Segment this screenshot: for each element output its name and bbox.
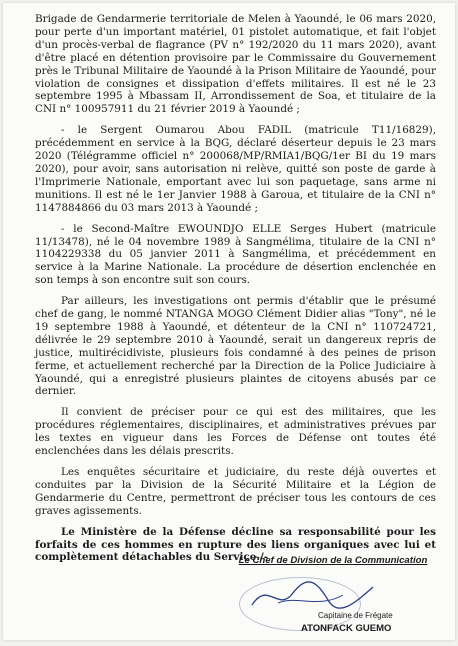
paragraph-procedures: Il convient de préciser pour ce qui est des militaires, que les procédures réglementaires, disciplinaires, et administratives prévues par les textes en vigueur dans les Forces de Défense ont toutes été enclenchées dans les délais prescrits. (35, 406, 436, 458)
signature-block (228, 555, 438, 566)
document-page (3, 3, 455, 640)
signature-title: Le Chef de Division de la Communication (238, 555, 428, 566)
paragraph-investigations: Par ailleurs, les investigations ont permis d'établir que le présumé chef de gang, le nommé NTANGA MOGO Clément Didier alias "Tony", né le 19 septembre 1988 à Yaoundé, et détenteur de la CNI n° 110724721, délivrée le 29 septembre 2010 à Yaoundé, serait un dangereux repris de justice, multirécidiviste, plusieurs fois condamné à des peines de prison ferme, et actuellement recherché par la Direction de la Police Judiciaire à Yaoundé, qui a enregistré plusieurs plaintes de citoyens abusés par ce dernier. (35, 295, 436, 398)
paragraph-intro: Brigade de Gendarmerie territoriale de Melen à Yaoundé, le 06 mars 2020, pour perte d'un important matériel, 01 pistolet automatique, et fait l'objet d'un procès-verbal de flagrance (PV n° 192/2020 du 11 mars 2020), avant d'être placé en détention provisoire par le Commissaire du Gouvernement près le Tribunal Militaire de Yaoundé à la Prison Militaire de Yaoundé, pour violation de consignes et dissipation d'effets militaires. Il est né le 23 septembre 1995 à Mbassam II, Arrondissement de Soa, et titulaire de la CNI n° 100957911 du 21 février 2019 à Yaoundé ; (35, 13, 436, 116)
paragraph-fadil: - le Sergent Oumarou Abou FADIL (matricule T11/16829), précédemment en service à la BQG, déclaré déserteur depuis le 23 mars 2020 (Télégramme officiel n° 200068/MP/RMIA1/BQG/1er BI du 19 mars 2020), pour avoir, sans autorisation ni relève, quitté son poste de garde à l'Imprimerie Nationale, emportant avec lui son paquetage, sans arme ni munitions. Il est né le 1er Janvier 1988 à Garoua, et titulaire de la CNI n° 1147884866 du 03 mars 2013 à Yaoundé ; (35, 124, 436, 214)
paragraph-ministere: Le Ministère de la Défense décline sa responsabilité pour les forfaits de ces hommes en rupture des liens organiques avec lui et complètement détachables du Service./- (35, 525, 436, 564)
signature-name: ATONFACK GUEMO (301, 623, 392, 634)
handwritten-signature (248, 575, 378, 615)
paragraph-enquetes: Les enquêtes sécuritaire et judiciaire, du reste déjà ouvertes et conduites par la Division de la Sécurité Militaire et la Légion de Gendarmerie du Centre, permettront de préciser tous les contours de ces graves agissements. (35, 466, 436, 517)
paragraph-ewoundjo: - le Second-Maître EWOUNDJO ELLE Serges Hubert (matricule 11/13478), né le 04 novembre 1989 à Sangmélima, titulaire de la CNI n° 1104229338 du 05 janvier 2011 à Sangmélima, et précédemment en service à la Marine Nationale. La procédure de désertion enclenchée en son temps à son encontre suit son cours. (35, 222, 436, 287)
document-body (35, 13, 436, 572)
signature-rank: Capitaine de Frégate (318, 611, 393, 620)
